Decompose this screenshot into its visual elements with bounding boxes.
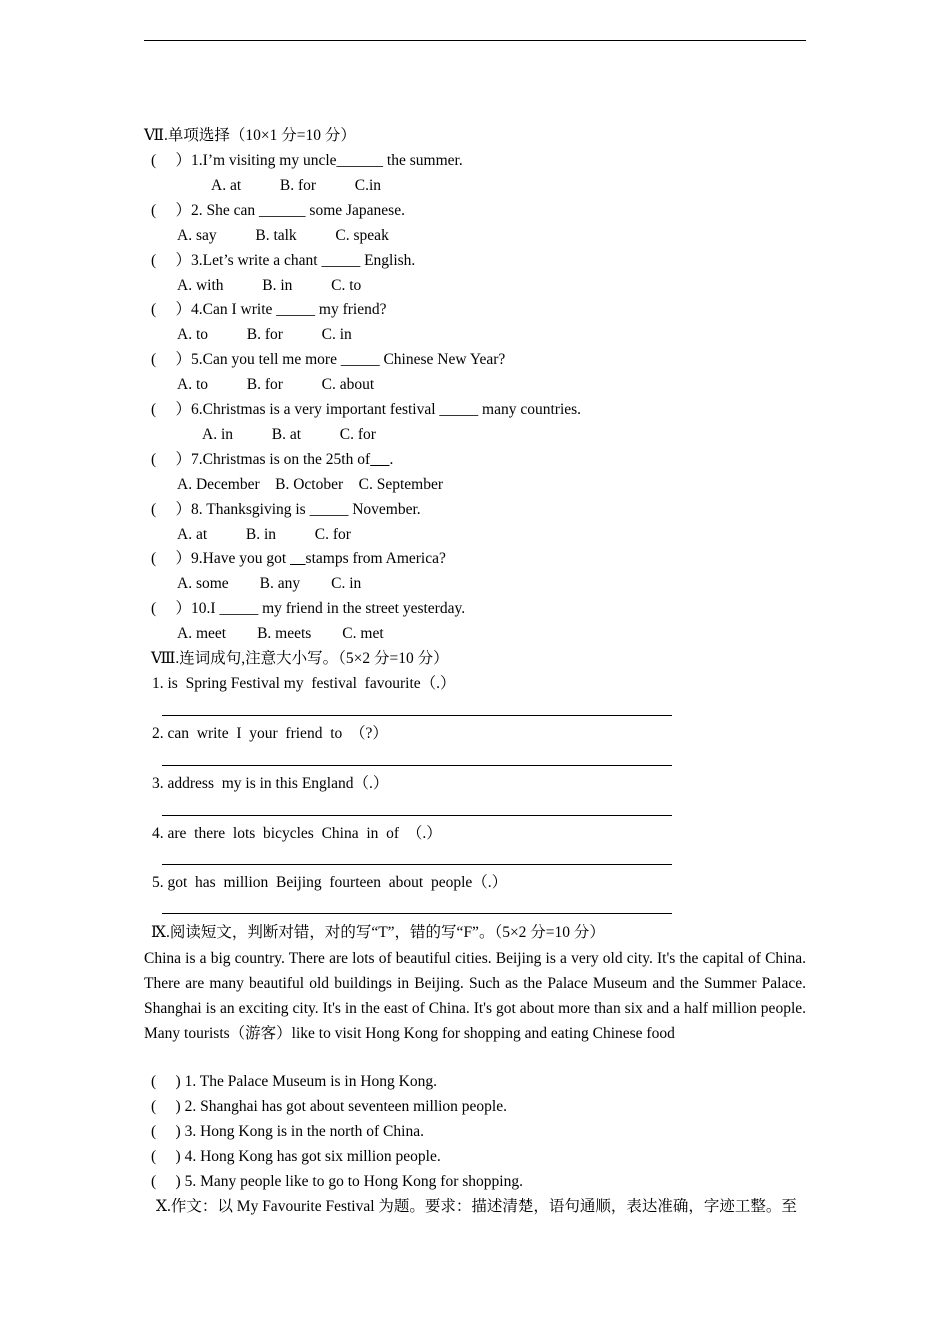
section-10-heading: Ⅹ.作文：以 My Favourite Festival 为题。要求：描述清楚，语句通顺，表达准确，字迹工整。至 bbox=[156, 1198, 797, 1215]
q3-options: A. with B. in C. to bbox=[177, 277, 362, 294]
q10-stem: ( ）10.I _____ my friend in the street yesterday. bbox=[151, 600, 466, 617]
tf-statement-1: ( ) 1. The Palace Museum is in Hong Kong. bbox=[151, 1073, 437, 1090]
q10-options: A. meet B. meets C. met bbox=[177, 625, 384, 642]
header-rule bbox=[144, 40, 806, 41]
q5-stem: ( ）5.Can you tell me more _____ Chinese New Year? bbox=[151, 351, 506, 368]
q1-stem: ( ）1.I’m visiting my uncle______ the summer. bbox=[151, 152, 463, 169]
q9-stem: ( ）9.Have you got stamps from America? bbox=[151, 550, 446, 567]
q4-options: A. to B. for C. in bbox=[177, 326, 352, 343]
q2-stem: ( ）2. She can ______ some Japanese. bbox=[151, 202, 405, 219]
tf-statement-2: ( ) 2. Shanghai has got about seventeen million people. bbox=[151, 1098, 507, 1115]
tf-statement-3: ( ) 3. Hong Kong is in the north of China. bbox=[151, 1123, 424, 1140]
answer-line-3[interactable] bbox=[162, 815, 672, 816]
sentence-item-4: 4. are there lots bicycles China in of （.） bbox=[152, 825, 442, 842]
sentence-item-2: 2. can write I your friend to （?） bbox=[152, 725, 388, 742]
reading-passage: China is a big country. There are lots of beautiful cities. Beijing is a very old city. It's the capital of China. There are many beautiful old buildings in Beijing. Such as the Palace Museum and the Summer Palace. Shanghai is an exciting city. It's in the east of China. It's got about more than six and a half million people. Many tourists（游客）like to visit Hong Kong for shopping and eating Chinese food bbox=[144, 950, 806, 1042]
q3-stem: ( ）3.Let’s write a chant _____ English. bbox=[151, 252, 416, 269]
q9-blank bbox=[290, 550, 306, 567]
q2-options: A. say B. talk C. speak bbox=[177, 227, 389, 244]
q7-blank bbox=[370, 451, 389, 468]
q7-stem: ( ）7.Christmas is on the 25th of . bbox=[151, 451, 394, 468]
q9-options: A. some B. any C. in bbox=[177, 575, 362, 592]
answer-line-4[interactable] bbox=[162, 864, 672, 865]
q4-stem: ( ）4.Can I write _____ my friend? bbox=[151, 301, 387, 318]
sentence-item-3: 3. address my is in this England（.） bbox=[152, 775, 389, 792]
section-9-heading: Ⅸ.阅读短文，判断对错，对的写“T”，错的写“F”。（5×2 分=10 分） bbox=[151, 924, 605, 941]
section-8-heading: Ⅷ.连词成句,注意大小写。（5×2 分=10 分） bbox=[151, 650, 449, 667]
answer-line-1[interactable] bbox=[162, 715, 672, 716]
tf-statement-4: ( ) 4. Hong Kong has got six million people. bbox=[151, 1148, 441, 1165]
tf-statement-5: ( ) 5. Many people like to go to Hong Kong for shopping. bbox=[151, 1173, 523, 1190]
section-7-heading: Ⅶ.单项选择（10×1 分=10 分） bbox=[144, 127, 356, 144]
sentence-item-1: 1. is Spring Festival my festival favourite（.） bbox=[152, 675, 456, 692]
answer-line-2[interactable] bbox=[162, 765, 672, 766]
sentence-item-5: 5. got has million Beijing fourteen about people（.） bbox=[152, 874, 508, 891]
q5-options: A. to B. for C. about bbox=[177, 376, 375, 393]
q7-options: A. December B. October C. September bbox=[177, 476, 444, 493]
q8-options: A. at B. in C. for bbox=[177, 526, 351, 543]
q1-options: A. at B. for C.in bbox=[211, 177, 382, 194]
q6-stem: ( ）6.Christmas is a very important festival _____ many countries. bbox=[151, 401, 582, 418]
answer-line-5[interactable] bbox=[162, 913, 672, 914]
q8-stem: ( ）8. Thanksgiving is _____ November. bbox=[151, 501, 421, 518]
q6-options: A. in B. at C. for bbox=[202, 426, 376, 443]
